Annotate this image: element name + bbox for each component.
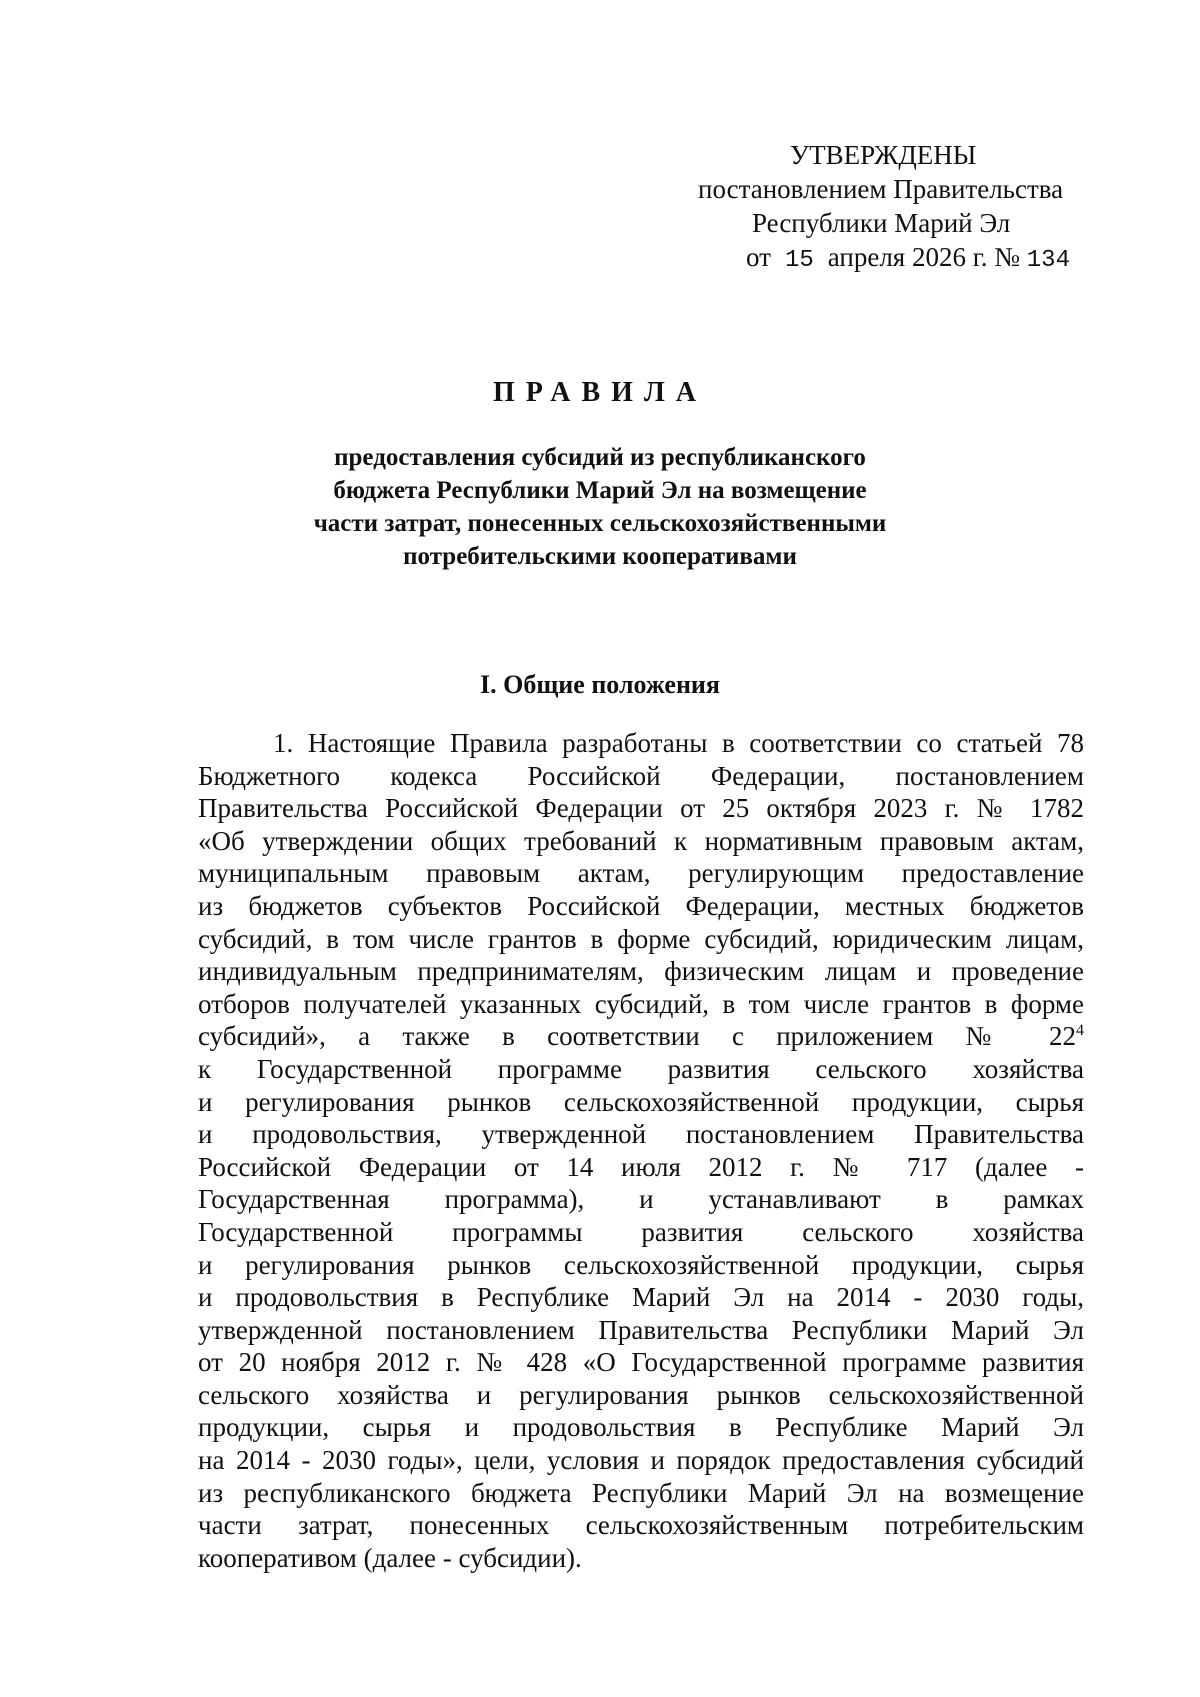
text-line: из бюджетов субъектов Российской Федерации, местных бюджетов [198,890,1084,921]
text-line: части затрат, понесенных сельскохозяйственным потребительским [198,1510,1084,1541]
text-line: на 2014 - 2030 годы», цели, условия и порядок предоставления субсидий [198,1445,1084,1476]
approval-heading: УТВЕРЖДЕНЫ [790,140,977,170]
approval-date-day: 15 [784,247,814,274]
text-line: индивидуальным предпринимателям, физическим лицам и проведение [198,956,1084,987]
text-line: Бюджетного кодекса Российской Федерации, постановлением [198,760,1084,791]
approval-date-prefix: от [746,242,771,272]
text-line: кооперативом (далее - субсидии). [198,1542,582,1573]
text-line: сельского хозяйства и регулирования рынков сельскохозяйственной [198,1379,1084,1410]
annex-superscript: 4 [1076,1022,1084,1040]
text-line-with-annex-ref [198,1020,1084,1053]
approval-date-line [690,240,1130,278]
approval-block [690,138,1130,278]
approval-line-republic: Республики Марий Эл [752,208,1011,238]
section-heading: I. Общие положения [480,670,720,699]
text-line: к Государственной программе развития сельского хозяйства [198,1053,1084,1084]
text-line: из республиканского бюджета Республики Марий Эл на возмещение [198,1477,1084,1508]
approval-date-rest: апреля 2026 г. № [827,242,1021,272]
text-line: отборов получателей указанных субсидий, в том числе грантов в форме [198,988,1084,1019]
paragraph-1 [198,727,1084,1574]
approval-number: 134 [1026,247,1070,274]
text-line: муниципальным правовым актам, регулирующим предоставление [198,858,1084,889]
subtitle-line: части затрат, понесенных сельскохозяйственными [313,510,887,537]
text-line: Российской Федерации от 14 июля 2012 г. № 717 (далее - [198,1151,1084,1182]
text-line: и регулирования рынков сельскохозяйственной продукции, сырья [198,1249,1084,1280]
text-line: Правительства Российской Федерации от 25 октября 2023 г. № 1782 [198,793,1084,824]
text-line: Государственная программа), и устанавливают в рамках [198,1184,1084,1215]
text-line: утвержденной постановлением Правительства Республики Марий Эл [198,1314,1084,1345]
subtitle-line: бюджета Республики Марий Эл на возмещение [333,477,867,504]
text-line: «Об утверждении общих требований к нормативным правовым актам, [198,825,1084,856]
document-title: ПРАВИЛА [492,377,708,408]
text-line: и продовольствия в Республике Марий Эл на 2014 - 2030 годы, [198,1282,1084,1313]
text-line: от 20 ноября 2012 г. № 428 «О Государственной программе развития [198,1347,1084,1378]
subtitle-line: потребительскими кооперативами [403,543,797,570]
text-line: и продовольствия, утвержденной постановлением Правительства [198,1119,1084,1150]
text-line: и регулирования рынков сельскохозяйственной продукции, сырья [198,1086,1084,1117]
text-line: 1. Настоящие Правила разработаны в соответствии со статьей 78 [273,728,1084,758]
approval-line-resolution: постановлением Правительства [698,174,1064,204]
subtitle-line: предоставления субсидий из республиканского [334,444,866,471]
document-subtitle [0,441,1200,573]
text-line-content: субсидий», а также в соответствии с приложением № 22 [198,1021,1076,1052]
text-line: продукции, сырья и продовольствия в Республике Марий Эл [198,1412,1084,1443]
text-line: Государственной программы развития сельского хозяйства [198,1216,1084,1247]
text-line: субсидий, в том числе грантов в форме субсидий, юридическим лицам, [198,923,1084,954]
